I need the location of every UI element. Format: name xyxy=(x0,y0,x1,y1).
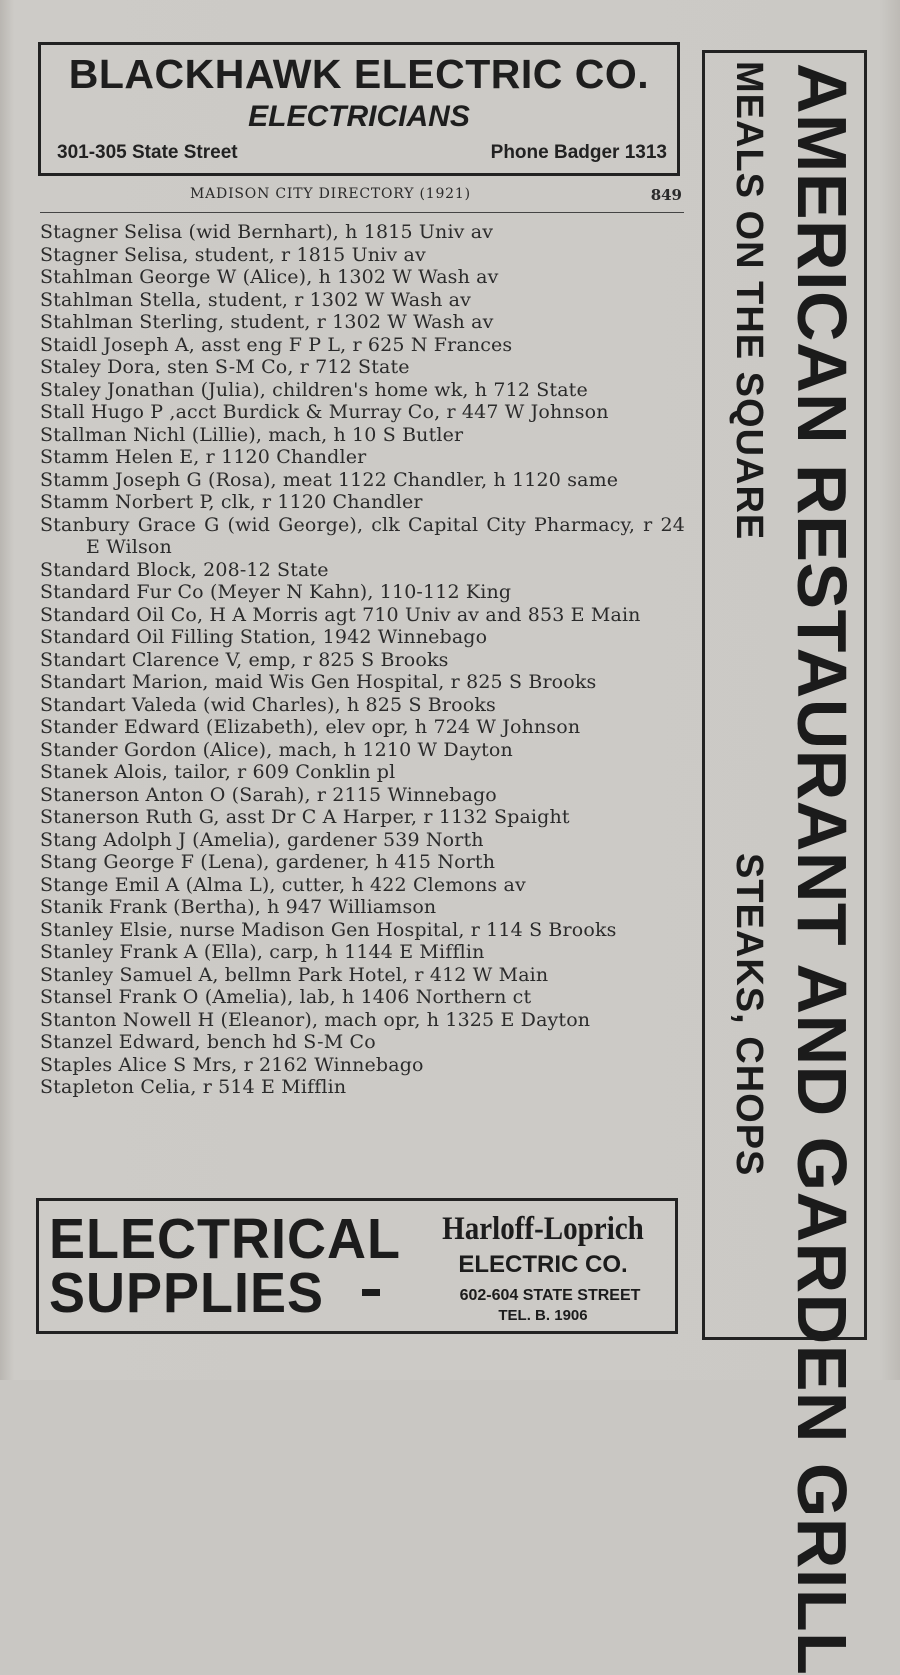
directory-entry: Standard Oil Filling Station, 1942 Winnebago xyxy=(40,626,488,648)
directory-entry: Stamm Norbert P, clk, r 1120 Chandler xyxy=(40,491,423,513)
restaurant-meals: MEALS ON THE SQUARE xyxy=(728,61,770,541)
directory-entry: Stanerson Anton O (Sarah), r 2115 Winnebago xyxy=(40,783,497,806)
american-restaurant-ad xyxy=(702,50,867,1675)
header-rule xyxy=(40,212,684,213)
directory-entry: Standart Marion, maid Wis Gen Hospital, r 825 S Brooks xyxy=(40,671,597,693)
directory-title: MADISON CITY DIRECTORY (1921) xyxy=(190,186,471,202)
directory-entry: Stall Hugo P ,acct Burdick & Murray Co, r 447 W Johnson xyxy=(40,401,609,423)
directory-entry: Stang George F (Lena), gardener, h 415 North xyxy=(40,851,496,873)
restaurant-steaks: STEAKS, CHOPS xyxy=(728,853,770,1177)
harloff-loprich-ad xyxy=(36,1198,678,1334)
directory-entry: Stander Edward (Elizabeth), elev opr, h 724 W Johnson xyxy=(40,716,581,738)
directory-entry: Standard Fur Co (Meyer N Kahn), 110-112 King xyxy=(40,581,512,603)
directory-entry: Stallman Nichl (Lillie), mach, h 10 S Butler xyxy=(40,423,464,446)
directory-entry: Stamm Helen E, r 1120 Chandler xyxy=(40,446,367,468)
ad-supplies: SUPPLIES xyxy=(49,1261,325,1325)
blackhawk-electric-ad xyxy=(38,42,680,176)
directory-entry: Stapleton Celia, r 514 E Mifflin xyxy=(40,1076,347,1098)
ad-company-name: BLACKHAWK ELECTRIC CO. xyxy=(68,51,650,97)
ad-street: 602-604 STATE STREET xyxy=(459,1287,641,1304)
ad-phone: Phone Badger 1313 xyxy=(490,142,667,163)
directory-entry: Staley Jonathan (Julia), children's home wk, h 712 State xyxy=(40,378,588,401)
directory-entry: Stander Gordon (Alice), mach, h 1210 W Dayton xyxy=(40,738,513,761)
directory-entry: Stanton Nowell H (Eleanor), mach opr, h 1325 E Dayton xyxy=(40,1008,591,1031)
directory-entries xyxy=(40,221,685,1099)
directory-entry: Stagner Selisa (wid Bernhart), h 1815 Univ av xyxy=(40,221,494,243)
restaurant-name: AMERICAN RESTAURANT AND GARDEN GRILL xyxy=(783,63,861,1675)
directory-entry: Stanerson Ruth G, asst Dr C A Harper, r 1132 Spaight xyxy=(40,806,570,828)
directory-entry: Staley Dora, sten S-M Co, r 712 State xyxy=(40,356,410,378)
directory-entry: Stanik Frank (Bertha), h 947 Williamson xyxy=(40,896,437,918)
directory-entry: Standard Block, 208-12 State xyxy=(40,558,329,581)
directory-entry: Stahlman Sterling, student, r 1302 W Wash av xyxy=(40,311,494,333)
directory-entry: Standart Clarence V, emp, r 825 S Brooks xyxy=(40,648,449,671)
ad-electrical: ELECTRICAL xyxy=(49,1207,401,1271)
ad-address: 301-305 State Street xyxy=(57,142,238,163)
directory-entry: Stanbury Grace G (wid George), clk Capital City Pharmacy, r 24 E Wilson xyxy=(40,513,685,558)
directory-entry: Stagner Selisa, student, r 1815 Univ av xyxy=(40,243,426,266)
directory-entry: Stanley Frank A (Ella), carp, h 1144 E Mifflin xyxy=(40,941,485,963)
directory-entry: Stanley Elsie, nurse Madison Gen Hospital, r 114 S Brooks xyxy=(40,918,617,941)
directory-entry: Stamm Joseph G (Rosa), meat 1122 Chandler, h 1120 same xyxy=(40,468,619,491)
directory-entry: Staidl Joseph A, asst eng F P L, r 625 N Frances xyxy=(40,333,513,356)
ad-brand-sub: ELECTRIC CO. xyxy=(458,1251,628,1278)
directory-entry: Stang Adolph J (Amelia), gardener 539 North xyxy=(40,828,484,851)
ad-tel: TEL. B. 1906 xyxy=(498,1307,588,1324)
page-number: 849 xyxy=(650,186,682,204)
directory-entry: Standart Valeda (wid Charles), h 825 S Brooks xyxy=(40,693,496,716)
directory-entry: Stanley Samuel A, bellmn Park Hotel, r 412 W Main xyxy=(40,963,549,986)
directory-entry: Stansel Frank O (Amelia), lab, h 1406 Northern ct xyxy=(40,986,532,1008)
ad-tagline: ELECTRICIANS xyxy=(248,100,470,133)
directory-entry: Stanzel Edward, bench hd S-M Co xyxy=(40,1031,376,1053)
ad-brand: Harloff-Loprich xyxy=(442,1211,644,1247)
directory-entry: Standard Oil Co, H A Morris agt 710 Univ av and 853 E Main xyxy=(40,603,641,626)
directory-entry: Stahlman George W (Alice), h 1302 W Wash av xyxy=(40,266,499,288)
directory-entry: Stanek Alois, tailor, r 609 Conklin pl xyxy=(40,761,396,783)
directory-entry: Stahlman Stella, student, r 1302 W Wash av xyxy=(40,288,472,311)
directory-entry: Stange Emil A (Alma L), cutter, h 422 Clemons av xyxy=(40,873,526,896)
ad-dash xyxy=(362,1289,380,1296)
directory-entry: Staples Alice S Mrs, r 2162 Winnebago xyxy=(40,1053,424,1076)
